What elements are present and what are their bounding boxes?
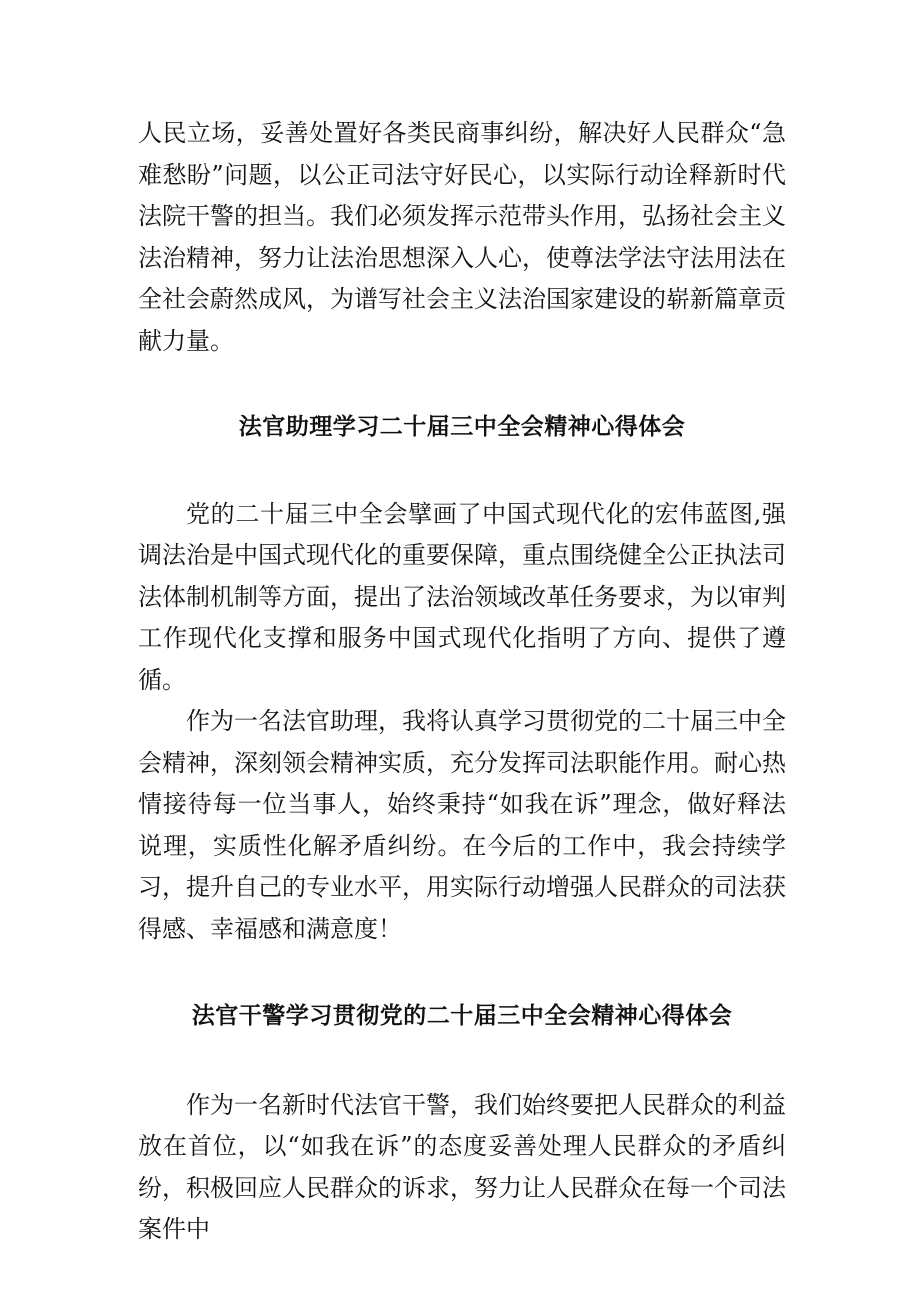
section-1-paragraph-2: 作为一名法官助理，我将认真学习贯彻党的二十届三中全会精神，深刻领会精神实质，充分发挥司法职能作用。耐心热情接待每一位当事人，始终秉持“如我在诉”理念，做好释法说理，实质性化解矛盾纠纷。在今后的工作中，我会持续学习，提升自己的专业水平，用实际行动增强人民群众的司法获得感、幸福感和满意度！ — [138, 707, 786, 943]
section-1-title: 法官助理学习二十届三中全会精神心得体会 — [238, 414, 686, 440]
section-2-paragraph-1: 作为一名新时代法官干警，我们始终要把人民群众的利益放在首位，以“如我在诉”的态度妥善处理人民群众的矛盾纠纷，积极回应人民群众的诉求，努力让人民群众在每一个司法案件中 — [138, 1090, 786, 1243]
section-1-paragraph-1: 党的二十届三中全会擘画了中国式现代化的宏伟蓝图,强调法治是中国式现代化的重要保障，重点围绕健全公正执法司法体制机制等方面，提出了法治领域改革任务要求，为以审判工作现代化支撑和服务中国式现代化指明了方向、提供了遵循。 — [138, 499, 786, 694]
document-body — [138, 113, 786, 1251]
intro-paragraph: 人民立场，妥善处置好各类民商事纠纷，解决好人民群众“急难愁盼”问题，以公正司法守好民心，以实际行动诠释新时代法院干警的担当。我们必须发挥示范带头作用，弘扬社会主义法治精神，努力让法治思想深入人心，使尊法学法守法用法在全社会蔚然成风，为谱写社会主义法治国家建设的崭新篇章贡献力量。 — [138, 119, 786, 355]
section-2-title: 法官干警学习贯彻党的二十届三中全会精神心得体会 — [191, 1003, 733, 1029]
